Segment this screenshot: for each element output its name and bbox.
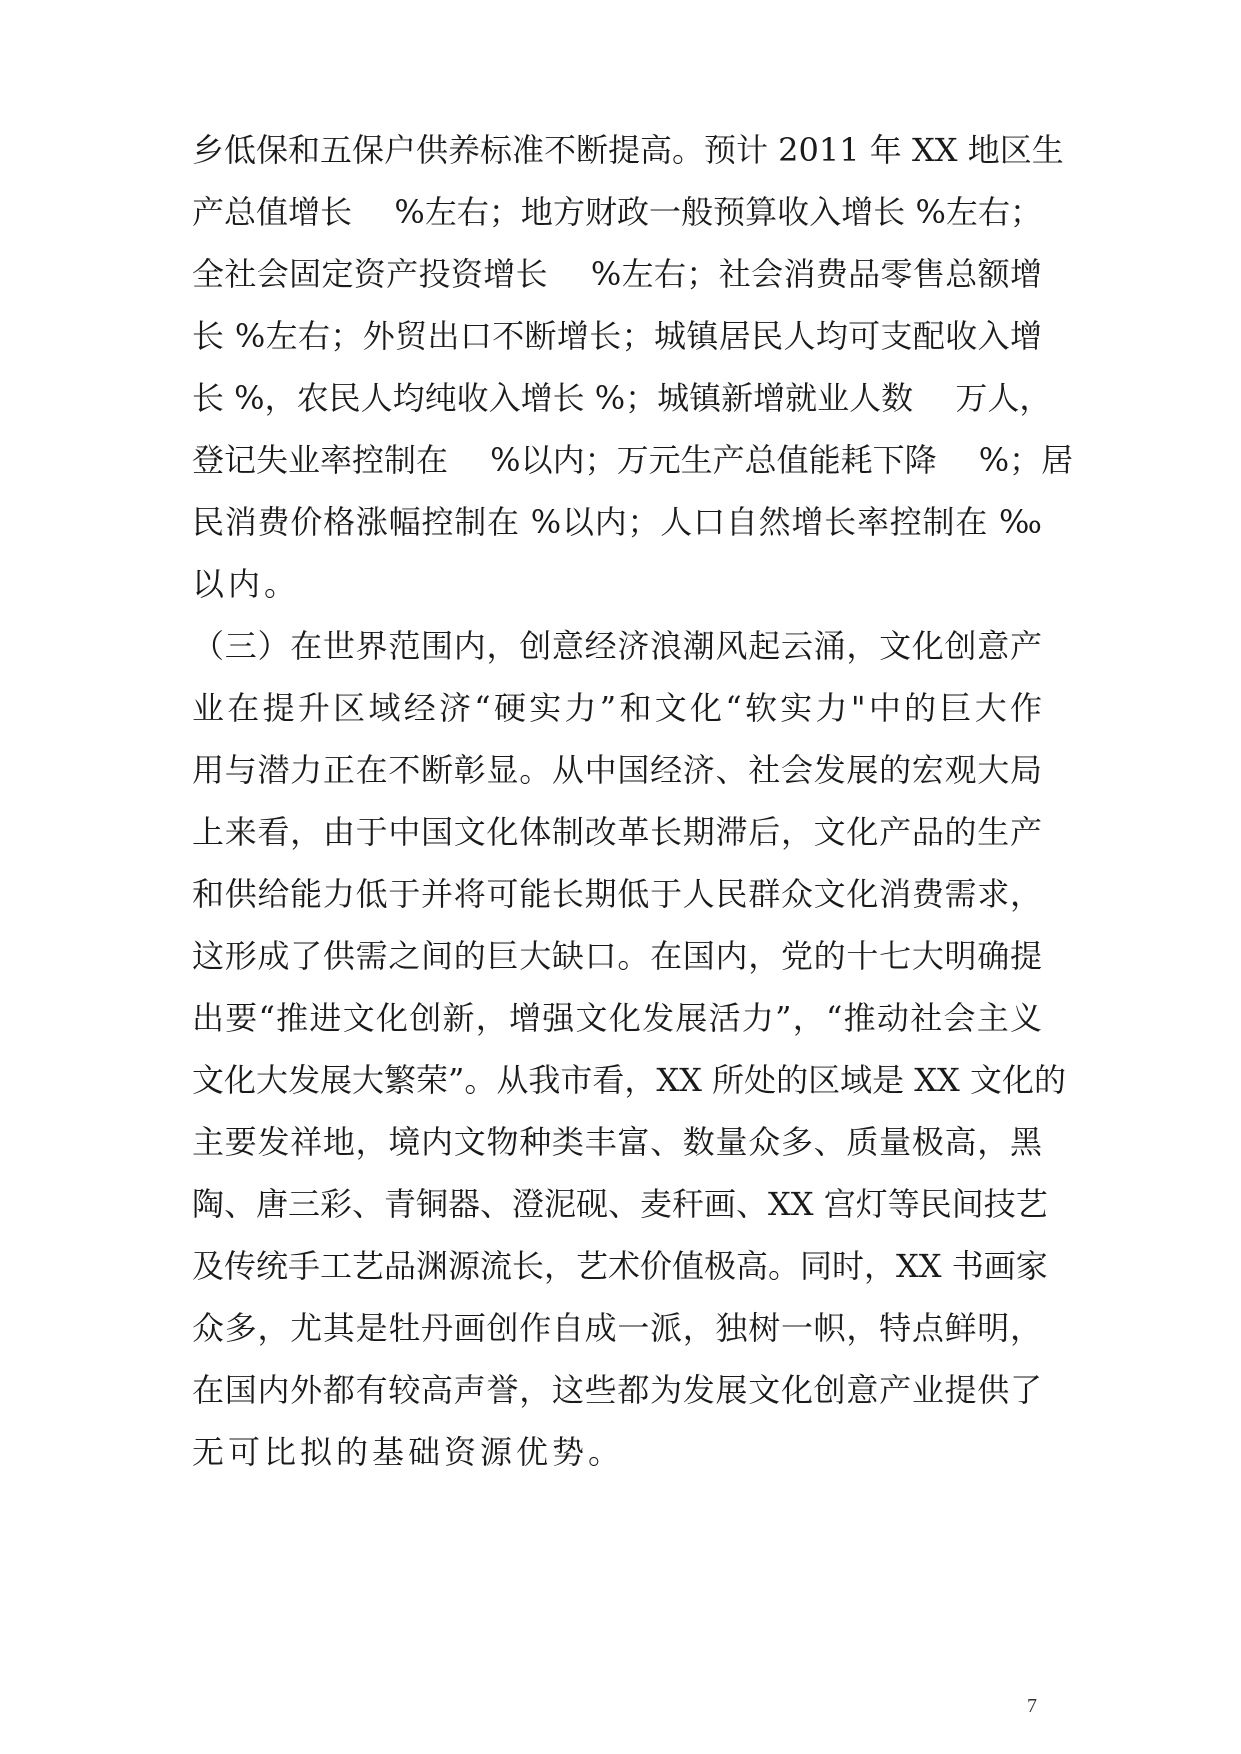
paragraph-line: 全社会固定资产投资增长 %左右；社会消费品零售总额增: [192, 255, 1042, 293]
paragraph-line: 长 %，农民人均纯收入增长 %；城镇新增就业人数 万人，: [192, 379, 1052, 417]
paragraph-line: 众多，尤其是牡丹画创作自成一派，独树一帜，特点鲜明，: [192, 1309, 1042, 1347]
paragraph-line: 业在提升区域经济“硬实力”和文化“软实力"中的巨大作: [192, 689, 1042, 727]
paragraph-line: （三）在世界范围内，创意经济浪潮风起云涌，文化创意产: [192, 627, 1042, 665]
paragraph-line: 产总值增长 %左右；地方财政一般预算收入增长 %左右；: [192, 193, 1042, 231]
paragraph-line: 无可比拟的基础资源优势。: [192, 1433, 625, 1471]
page-number: 7: [1027, 1695, 1037, 1717]
paragraph-line: 出要“推进文化创新，增强文化发展活力”，“推动社会主义: [192, 999, 1042, 1037]
paragraph-line: 以内。: [192, 565, 301, 603]
paragraph-line: 这形成了供需之间的巨大缺口。在国内，党的十七大明确提: [192, 937, 1042, 975]
paragraph-line: 用与潜力正在不断彰显。从中国经济、社会发展的宏观大局: [192, 751, 1042, 789]
paragraph-line: 在国内外都有较高声誉，这些都为发展文化创意产业提供了: [192, 1371, 1042, 1409]
paragraph-line: 民消费价格涨幅控制在 %以内；人口自然增长率控制在 ‰: [192, 503, 1042, 541]
paragraph-line: 登记失业率控制在 %以内；万元生产总值能耗下降 %；居: [192, 441, 1074, 479]
paragraph-line: 长 %左右；外贸出口不断增长；城镇居民人均可支配收入增: [192, 317, 1042, 355]
paragraph-line: 陶、唐三彩、青铜器、澄泥砚、麦秆画、XX 宫灯等民间技艺: [192, 1185, 1048, 1223]
paragraph-line: 及传统手工艺品渊源流长，艺术价值极高。同时，XX 书画家: [192, 1247, 1048, 1285]
paragraph-line: 乡低保和五保户供养标准不断提高。预计 2011 年 XX 地区生: [192, 131, 1064, 169]
paragraph-line: 文化大发展大繁荣”。从我市看，XX 所处的区域是 XX 文化的: [192, 1061, 1067, 1099]
paragraph-line: 主要发祥地，境内文物种类丰富、数量众多、质量极高，黑: [192, 1123, 1042, 1161]
paragraph-line: 上来看，由于中国文化体制改革长期滞后，文化产品的生产: [192, 813, 1042, 851]
paragraph-line: 和供给能力低于并将可能长期低于人民群众文化消费需求，: [192, 875, 1042, 913]
